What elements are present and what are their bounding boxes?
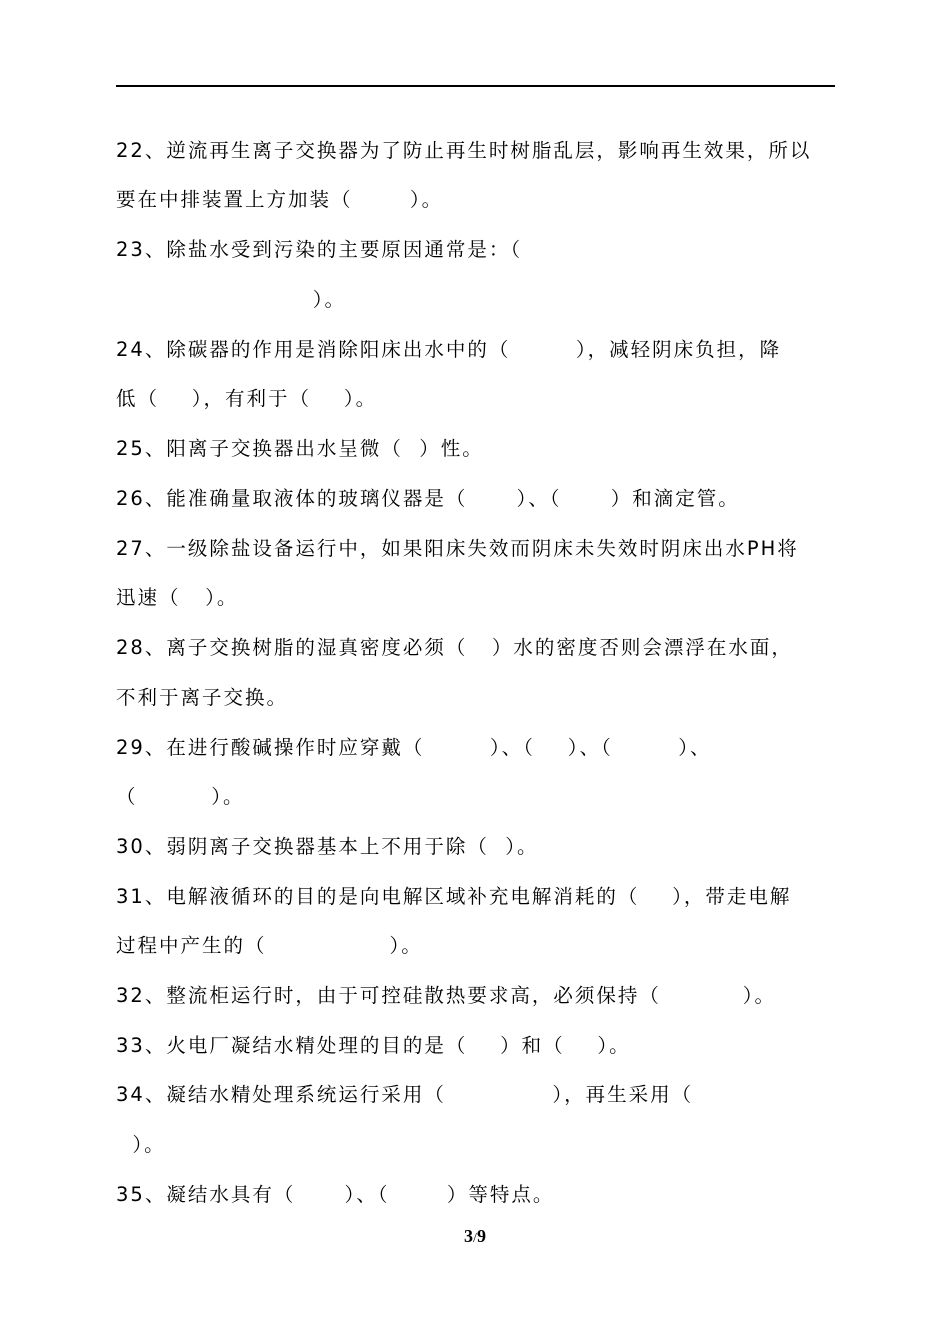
question-line: 迅速（ ）。 <box>116 586 239 609</box>
question-line: 过程中产生的（ ）。 <box>116 934 423 957</box>
question-line: 35、凝结水具有（ ）、（ ）等特点。 <box>116 1183 555 1206</box>
current-page: 3 <box>464 1226 474 1246</box>
header-rule <box>116 85 835 87</box>
question-line: ）。 <box>116 1133 166 1156</box>
page-number <box>0 1226 950 1247</box>
question-line: 28、离子交换树脂的湿真密度必须（ ）水的密度否则会漂浮在水面， <box>116 636 793 659</box>
total-pages: 9 <box>476 1226 486 1246</box>
question-line: 要在中排装置上方加装（ ）。 <box>116 188 444 211</box>
question-line: ）。 <box>116 288 347 311</box>
page-separator: / <box>473 1231 477 1246</box>
question-line: 22、逆流再生离子交换器为了防止再生时树脂乱层，影响再生效果，所以 <box>116 139 812 162</box>
question-line: 33、火电厂凝结水精处理的目的是（ ）和（ ）。 <box>116 1034 631 1057</box>
question-line: 低（ ），有利于（ ）。 <box>116 387 378 410</box>
question-line: 25、阳离子交换器出水呈微（ ）性。 <box>116 437 484 460</box>
question-line: 30、弱阴离子交换器基本上不用于除（ ）。 <box>116 835 539 858</box>
question-line: 27、一级除盐设备运行中，如果阳床失效而阴床未失效时阴床出水PH将 <box>116 537 799 560</box>
question-line: （ ）。 <box>116 785 245 808</box>
question-line: 24、除碳器的作用是消除阳床出水中的（ ），减轻阴床负担，降 <box>116 338 782 361</box>
question-line: 23、除盐水受到污染的主要原因通常是：（ <box>116 238 523 261</box>
question-line: 34、凝结水精处理系统运行采用（ ），再生采用（ <box>116 1083 694 1106</box>
question-line: 不利于离子交换。 <box>116 686 289 709</box>
question-line: 32、整流柜运行时，由于可控硅散热要求高，必须保持（ ）。 <box>116 984 777 1007</box>
question-line: 29、在进行酸碱操作时应穿戴（ ）、（ ）、（ ）、 <box>116 736 712 759</box>
question-line: 31、电解液循环的目的是向电解区域补充电解消耗的（ ），带走电解 <box>116 885 792 908</box>
question-line: 26、能准确量取液体的玻璃仪器是（ ）、（ ）和滴定管。 <box>116 487 740 510</box>
